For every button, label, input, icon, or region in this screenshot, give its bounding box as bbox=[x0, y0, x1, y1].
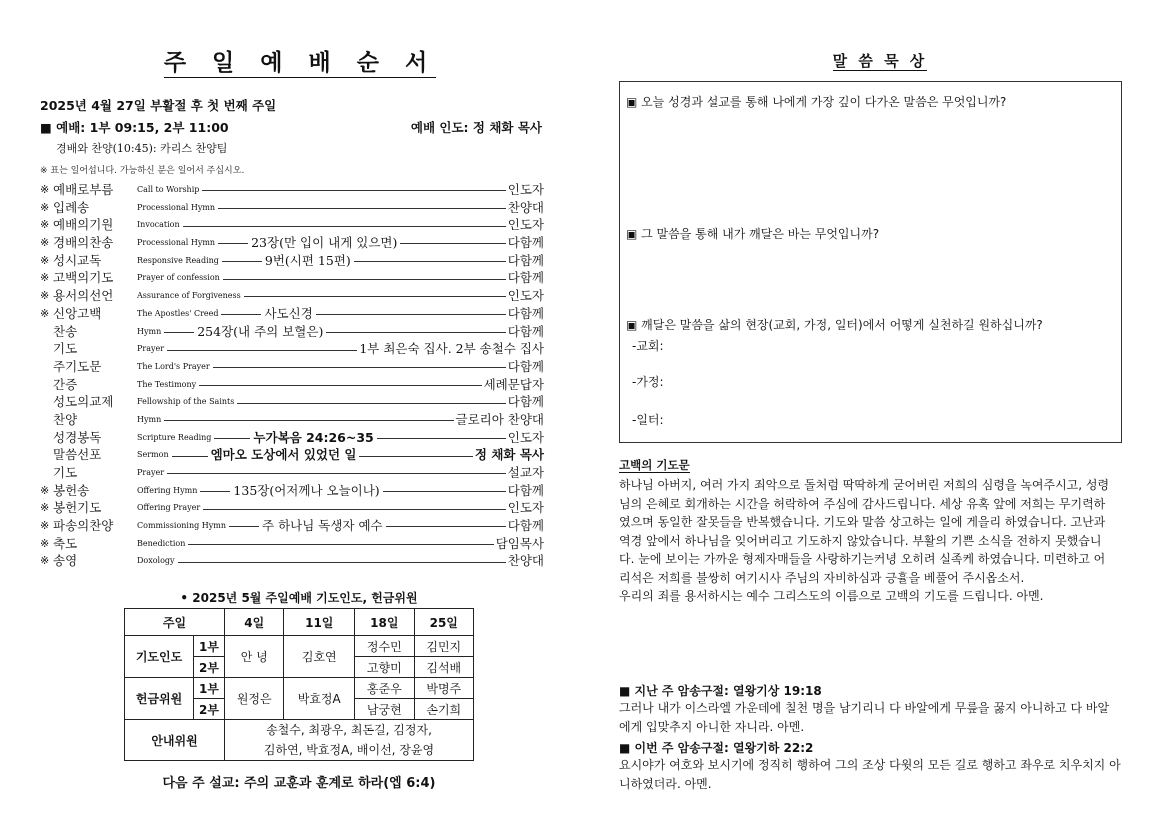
order-item-person: 인도자 bbox=[507, 429, 544, 445]
order-item-person: 담임목사 bbox=[495, 535, 544, 551]
order-item-english: Assurance of Forgiveness bbox=[137, 291, 241, 301]
order-item-detail: 135장(어저께나 오늘이나) bbox=[233, 482, 380, 498]
order-item-english: Processional Hymn bbox=[137, 202, 216, 212]
roster-part: 1부 bbox=[194, 636, 225, 657]
leader-line bbox=[244, 296, 506, 297]
roster-cell: 박명주 bbox=[414, 678, 473, 699]
bulletin-title: 주 일 예 배 순 서 bbox=[163, 50, 437, 76]
leader-line bbox=[203, 509, 506, 510]
worship-time: ■ 예배: 1부 09:15, 2부 11:00 bbox=[40, 120, 229, 135]
leader-line bbox=[202, 190, 505, 191]
order-item-person: 인도자 bbox=[507, 288, 544, 304]
order-item bbox=[40, 499, 544, 517]
answer-church-label: -교회: bbox=[632, 339, 664, 353]
roster-cell: 김석배 bbox=[414, 657, 473, 678]
order-item-english: Call to Worship bbox=[137, 185, 200, 194]
order-item-name: 말씀선포 bbox=[53, 447, 102, 463]
order-item bbox=[40, 535, 544, 553]
praise-line: 경배와 찬양(10:45): 카리스 찬양팀 bbox=[56, 142, 228, 155]
ushers-line: 김하연, 박효정A, 배이선, 장윤영 bbox=[263, 743, 435, 757]
leader-line bbox=[164, 420, 453, 421]
order-item-name: 예배의기원 bbox=[53, 217, 114, 233]
stand-mark: ※ bbox=[40, 200, 50, 214]
order-item-person: 다함께 bbox=[507, 235, 544, 251]
leader-line bbox=[183, 226, 506, 227]
leader-line bbox=[213, 367, 506, 368]
order-item-person: 인도자 bbox=[507, 500, 544, 516]
roster-part: 1부 bbox=[194, 678, 225, 699]
roster-cell: 고향미 bbox=[355, 657, 414, 678]
order-item-person: 설교자 bbox=[507, 465, 544, 480]
order-item-name: 찬송 bbox=[53, 323, 78, 339]
order-item bbox=[40, 464, 544, 482]
order-item bbox=[40, 252, 544, 270]
order-item-english: Commissioning Hymn bbox=[137, 521, 227, 531]
confession-prayer bbox=[619, 476, 1131, 606]
stand-mark: ※ bbox=[40, 554, 50, 568]
order-item-person: 다함께 bbox=[507, 518, 544, 534]
prayer-line: 역경 앞에서 하나님을 잊어버리고 기도하지 않았습니다. 부활의 기쁜 소식을 전하지 못했습니 bbox=[619, 533, 1102, 548]
roster-date: 18일 bbox=[355, 609, 414, 636]
order-item-name: 성경봉독 bbox=[53, 429, 102, 445]
question-2: ▣ 그 말씀을 통해 내가 깨달은 바는 무엇입니까? bbox=[626, 227, 880, 241]
order-item bbox=[40, 517, 544, 535]
leader-line bbox=[218, 243, 248, 244]
leader-line bbox=[188, 544, 493, 545]
confession-title: 고백의 기도문 bbox=[619, 458, 690, 472]
leader-line bbox=[178, 562, 506, 563]
leader-line bbox=[354, 261, 506, 262]
order-item-english: Prayer bbox=[137, 468, 165, 477]
stand-mark: ※ bbox=[40, 218, 50, 232]
stand-mark: ※ bbox=[40, 253, 50, 267]
answer-work-label: -일터: bbox=[632, 413, 664, 427]
order-item-english: Fellowship of the Saints bbox=[137, 397, 235, 407]
order-item-name: 기도 bbox=[53, 341, 78, 357]
roster-cell: 홍준우 bbox=[355, 678, 414, 699]
order-item-name: 성도의교제 bbox=[53, 394, 114, 410]
order-item-english: Prayer of confession bbox=[137, 273, 220, 283]
order-item-detail: 주 하나님 독생자 예수 bbox=[262, 518, 383, 534]
prayer-line: 리석은 저희를 불쌍히 여기시사 주님의 자비하심과 긍휼을 베풀어 주시옵소서. bbox=[619, 570, 1025, 585]
stand-mark: ※ bbox=[40, 183, 50, 196]
order-item-name: 간증 bbox=[53, 376, 78, 392]
leader-line bbox=[167, 473, 506, 474]
order-item bbox=[40, 269, 544, 287]
order-item-name: 신앙고백 bbox=[53, 305, 102, 321]
roster-cell: 박효정A bbox=[284, 678, 355, 720]
order-item-person: 찬양대 bbox=[507, 199, 544, 215]
order-item-english: Doxology bbox=[137, 556, 175, 566]
prayer-line: 다. 눈에 보이는 가까운 형제자매들을 사랑하기는커녕 오히려 실족케 하였습니다. 미련하고 어 bbox=[619, 552, 1106, 566]
leader-line bbox=[167, 350, 357, 351]
worship-leader: 예배 인도: 정 채화 목사 bbox=[410, 120, 542, 135]
ushers-line: 송철수, 최광우, 최돈길, 김정자, bbox=[266, 723, 432, 737]
next-sermon: 다음 주 설교: 주의 교훈과 훈계로 하라(엡 6:4) bbox=[162, 776, 436, 791]
verse-line: 에게 입맞추지 아니한 자니라. 아멘. bbox=[619, 719, 805, 734]
leader-line bbox=[316, 314, 506, 315]
roster-ushers bbox=[225, 720, 474, 761]
order-item-english: Scripture Reading bbox=[137, 432, 212, 442]
order-item-person: 1부 최은숙 집사. 2부 송철수 집사 bbox=[359, 341, 544, 357]
roster-cell: 원정은 bbox=[225, 678, 284, 720]
stand-mark: ※ bbox=[40, 236, 50, 250]
roster-cell: 김호연 bbox=[284, 636, 355, 678]
order-item bbox=[40, 287, 544, 305]
order-item-name: 봉헌송 bbox=[53, 482, 90, 498]
order-item-person: 세례문답자 bbox=[483, 376, 544, 392]
order-item bbox=[40, 411, 544, 429]
table-row bbox=[125, 609, 474, 636]
last-verse-heading: ■ 지난 주 암송구절: 열왕기상 19:18 bbox=[619, 684, 822, 698]
order-item-person: 찬양대 bbox=[507, 553, 544, 569]
order-item-english: Responsive Reading bbox=[137, 255, 219, 265]
question-3: ▣ 깨달은 말씀을 삶의 현장(교회, 가정, 일터)에서 어떻게 실천하길 원하십니까? bbox=[626, 318, 1043, 332]
roster-part: 2부 bbox=[194, 657, 225, 678]
this-verse bbox=[619, 756, 1131, 793]
order-item-detail: 9번(시편 15편) bbox=[264, 252, 351, 268]
stand-mark: ※ bbox=[40, 271, 50, 285]
leader-line bbox=[383, 491, 506, 492]
order-item-person: 다함께 bbox=[507, 323, 544, 339]
order-item bbox=[40, 305, 544, 323]
roster-cell: 남궁현 bbox=[355, 699, 414, 720]
order-item-english: Processional Hymn bbox=[137, 238, 216, 248]
answer-home-label: -가정: bbox=[632, 375, 664, 389]
leader-line bbox=[386, 526, 506, 527]
order-item bbox=[40, 181, 544, 199]
order-item bbox=[40, 376, 544, 394]
roster-table bbox=[124, 608, 474, 761]
table-row bbox=[125, 720, 474, 761]
leader-line bbox=[221, 314, 261, 315]
prayer-line: 우리의 죄를 용서하시는 예수 그리스도의 이름으로 고백의 기도를 드립니다. 아멘. bbox=[619, 589, 1044, 603]
order-item bbox=[40, 358, 544, 376]
table-row bbox=[125, 636, 474, 657]
order-item-english: Benediction bbox=[137, 538, 186, 548]
this-verse-heading: ■ 이번 주 암송구절: 열왕기하 22:2 bbox=[619, 741, 814, 755]
order-item-name: 입례송 bbox=[53, 199, 90, 215]
order-item-person: 다함께 bbox=[507, 482, 544, 498]
order-item-name: 성시교독 bbox=[53, 252, 102, 268]
verse-line: 요시야가 여호와 보시기에 정직히 행하여 그의 조상 다윗의 모든 길로 행하고 좌우로 치우치지 아 bbox=[619, 758, 1121, 772]
stand-mark: ※ bbox=[40, 501, 50, 515]
roster-title: • 2025년 5월 주일예배 기도인도, 헌금위원 bbox=[180, 591, 418, 605]
leader-line bbox=[218, 208, 506, 209]
roster-offering-label: 헌금위원 bbox=[125, 678, 194, 720]
order-item bbox=[40, 234, 544, 252]
leader-line bbox=[400, 243, 505, 244]
standing-note: ※ 표는 일어섭니다. 가능하신 분은 일어서 주십시오. bbox=[40, 166, 245, 176]
roster-usher-label: 안내위원 bbox=[125, 720, 225, 761]
prayer-line: 였으며 동일한 잘못들을 반복했습니다. 기도와 말씀 상고하는 일에 게을리 하였습니다. 고난과 bbox=[619, 515, 1106, 529]
order-item-english: Hymn bbox=[137, 326, 162, 336]
stand-mark: ※ bbox=[40, 289, 50, 303]
order-item-name: 예배로부름 bbox=[53, 182, 114, 197]
roster-cell: 김민지 bbox=[414, 636, 473, 657]
roster-prayer-label: 기도인도 bbox=[125, 636, 194, 678]
leader-line bbox=[164, 332, 194, 333]
order-item-person: 정 채화 목사 bbox=[474, 447, 544, 463]
order-item-name: 찬양 bbox=[53, 411, 78, 427]
leader-line bbox=[200, 491, 230, 492]
leader-line bbox=[222, 261, 262, 262]
leader-line bbox=[199, 385, 481, 386]
leader-line bbox=[223, 279, 506, 280]
last-verse bbox=[619, 699, 1131, 736]
order-item-person: 다함께 bbox=[507, 394, 544, 410]
order-item bbox=[40, 446, 544, 464]
order-item-english: Invocation bbox=[137, 220, 180, 230]
date-line: 2025년 4월 27일 부활절 후 첫 번째 주일 bbox=[40, 98, 277, 113]
order-item-detail: 엠마오 도상에서 있었던 일 bbox=[210, 447, 357, 463]
roster-date: 11일 bbox=[284, 609, 355, 636]
roster-header-sunday: 주일 bbox=[125, 609, 225, 636]
worship-order-list bbox=[40, 181, 544, 570]
order-item bbox=[40, 429, 544, 447]
order-item bbox=[40, 552, 544, 570]
order-item-person: 인도자 bbox=[507, 217, 544, 233]
leader-line bbox=[214, 438, 250, 439]
order-item-person: 인도자 bbox=[507, 182, 544, 197]
order-item-english: Hymn bbox=[137, 414, 162, 424]
question-1: ▣ 오늘 성경과 설교를 통해 나에게 가장 깊이 다가온 말씀은 무엇입니까? bbox=[626, 95, 1007, 109]
order-item-person: 다함께 bbox=[507, 358, 544, 374]
meditation-box bbox=[619, 81, 1122, 443]
roster-cell: 안 녕 bbox=[225, 636, 284, 678]
stand-mark: ※ bbox=[40, 536, 50, 550]
meditation-title: 말 씀 묵 상 bbox=[832, 52, 928, 70]
order-item-person: 다함께 bbox=[507, 270, 544, 286]
stand-mark: ※ bbox=[40, 519, 50, 533]
verse-line: 니하였더라. 아멘. bbox=[619, 776, 712, 791]
order-item-name: 파송의찬양 bbox=[53, 518, 114, 534]
order-item-name: 축도 bbox=[53, 535, 78, 551]
order-item-name: 봉헌기도 bbox=[53, 500, 102, 516]
leader-line bbox=[326, 332, 505, 333]
order-item-name: 기도 bbox=[53, 465, 78, 480]
roster-part: 2부 bbox=[194, 699, 225, 720]
leader-line bbox=[359, 456, 472, 457]
order-item bbox=[40, 393, 544, 411]
order-item-name: 고백의기도 bbox=[53, 270, 114, 286]
order-item bbox=[40, 323, 544, 341]
order-item-name: 송영 bbox=[53, 553, 78, 569]
order-item bbox=[40, 482, 544, 500]
prayer-line: 님의 은혜로 회개하는 시간을 허락하여 주심에 감사드립니다. 세상 유혹 앞에 저희는 무기력하 bbox=[619, 496, 1106, 511]
order-item-english: The Apostles' Creed bbox=[137, 308, 219, 318]
prayer-line: 하나님 아버지, 여러 가지 죄악으로 돌처럼 딱딱하게 굳어버린 저희의 심령을 녹여주시고, 성령 bbox=[619, 478, 1110, 492]
order-item-name: 주기도문 bbox=[53, 358, 102, 374]
leader-line bbox=[377, 438, 506, 439]
order-item bbox=[40, 216, 544, 234]
stand-mark: ※ bbox=[40, 483, 50, 497]
order-item-detail: 254장(내 주의 보혈은) bbox=[197, 323, 324, 339]
order-item-person: 글로리아 찬양대 bbox=[455, 411, 544, 427]
verse-line: 그러나 내가 이스라엘 가운데에 칠천 명을 남기리니 다 바알에게 무릎을 꿇지 아니하고 다 바알 bbox=[619, 701, 1110, 715]
order-item-name: 용서의선언 bbox=[53, 288, 114, 304]
order-item-detail: 23장(만 입이 내게 있으면) bbox=[251, 235, 398, 251]
roster-date: 25일 bbox=[414, 609, 473, 636]
order-item-english: Offering Hymn bbox=[137, 485, 198, 495]
roster-cell: 정수민 bbox=[355, 636, 414, 657]
order-item-detail: 누가복음 24:26~35 bbox=[253, 429, 374, 445]
order-item bbox=[40, 340, 544, 358]
order-item-english: The Testimony bbox=[137, 379, 197, 389]
stand-mark: ※ bbox=[40, 306, 50, 320]
leader-line bbox=[172, 456, 208, 457]
order-item-english: Prayer bbox=[137, 344, 165, 354]
table-row bbox=[125, 678, 474, 699]
order-item-english: Sermon bbox=[137, 450, 169, 460]
order-item-english: Offering Prayer bbox=[137, 503, 201, 513]
leader-line bbox=[229, 526, 259, 527]
order-item-english: The Lord's Prayer bbox=[137, 361, 210, 371]
order-item-detail: 사도신경 bbox=[264, 305, 313, 321]
order-item-person: 다함께 bbox=[507, 305, 544, 321]
order-item bbox=[40, 199, 544, 217]
leader-line bbox=[237, 403, 505, 404]
roster-date: 4일 bbox=[225, 609, 284, 636]
order-item-name: 경배의찬송 bbox=[53, 235, 114, 251]
order-item-person: 다함께 bbox=[507, 252, 544, 268]
roster-cell: 손기희 bbox=[414, 699, 473, 720]
